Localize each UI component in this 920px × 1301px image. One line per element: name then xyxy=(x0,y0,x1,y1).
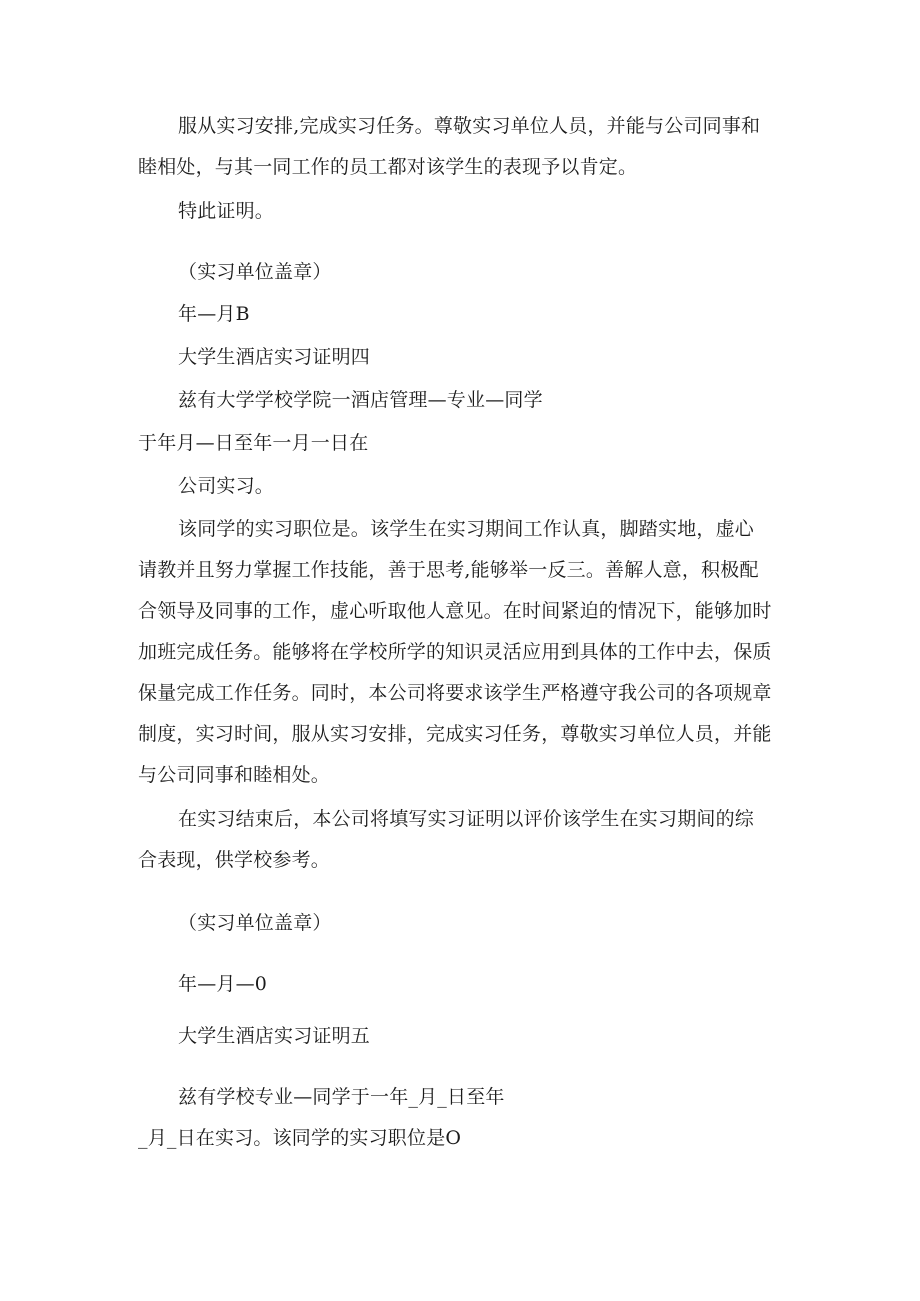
paragraph-line: _月_日在实习。该同学的实习职位是O xyxy=(138,1127,462,1149)
paragraph-line: 加班完成任务。能够将在学校所学的知识灵活应用到具体的工作中去，保质 xyxy=(138,641,772,663)
paragraph-line-1: 服从实习安排,完成实习任务。尊敬实习单位人员，并能与公司同事和 xyxy=(178,115,761,137)
section-title-4: 大学生酒店实习证明四 xyxy=(178,346,371,368)
paragraph-line: 于年月—日至年一月一日在 xyxy=(138,432,369,454)
paragraph-line: 该同学的实习职位是。该学生在实习期间工作认真，脚踏实地，虚心 xyxy=(178,518,755,540)
paragraph-line: 合表现，供学校参考。 xyxy=(138,849,331,871)
paragraph-line: 与公司同事和睦相处。 xyxy=(138,764,331,786)
paragraph-line: 制度，实习时间，服从实习安排，完成实习任务，尊敬实习单位人员，并能 xyxy=(138,723,772,745)
paragraph-line-2: 睦相处，与其一同工作的员工都对该学生的表现予以肯定。 xyxy=(138,156,638,178)
paragraph-line: 请教并且努力掌握工作技能，善于思考,能够举一反三。善解人意，积极配 xyxy=(138,559,759,581)
closing-statement: 特此证明。 xyxy=(178,200,275,222)
paragraph-line: 合领导及同事的工作，虚心听取他人意见。在时间紧迫的情况下，能够加时 xyxy=(138,600,772,622)
paragraph-line: 兹有学校专业—同学于一年_月_日至年 xyxy=(178,1086,505,1108)
seal-note: （实习单位盖章） xyxy=(178,261,332,283)
date-line: 年—月—0 xyxy=(178,973,268,995)
paragraph-line: 在实习结束后，本公司将填写实习证明以评价该学生在实习期间的综 xyxy=(178,808,755,830)
paragraph-line: 保量完成工作任务。同时，本公司将要求该学生严格遵守我公司的各项规章 xyxy=(138,682,772,704)
section-title-5: 大学生酒店实习证明五 xyxy=(178,1025,371,1047)
paragraph-line: 兹有大学学校学院一酒店管理—专业—同学 xyxy=(178,389,543,411)
seal-note: （实习单位盖章） xyxy=(178,912,332,934)
paragraph-line: 公司实习。 xyxy=(178,475,275,497)
date-line: 年—月B xyxy=(178,303,250,325)
